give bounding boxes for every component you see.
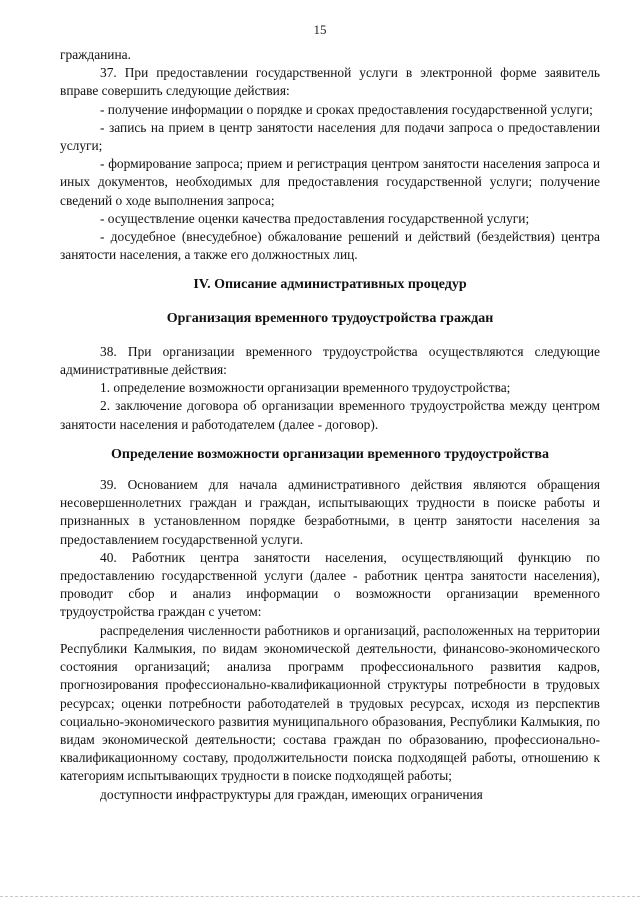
list-item: - досудебное (внесудебное) обжалование решений и действий (бездействия) центра занятости населения, а также его должностных лиц. [60,229,600,263]
paragraph: гражданина. [60,47,131,62]
paragraph: доступности инфраструктуры для граждан, имеющих ограничения [100,786,483,802]
paragraph: 38. При организации временного трудоустройства осуществляются следующие административные действия: [60,343,600,378]
section-heading: IV. Описание административных процедур [193,277,467,293]
list-item: - формирование запроса; прием и регистрация центром занятости населения запроса и иных документов, необходимых для предоставления государственной услуги; получение сведений о ходе выполнения запроса; [60,156,600,208]
list-item: - получение информации о порядке и сроках предоставления государственной услуги; [100,101,593,117]
paragraph: 40. Работник центра занятости населения, осуществляющий функцию по предоставлению государственной услуги (далее - работник центра занятости населения), проводит сбор и анализ информации о возможности организации временного трудоустройства граждан с учетом: [60,549,600,620]
list-item: - осуществление оценки качества предоставления государственной услуги; [100,210,530,226]
subheading: Организация временного трудоустройства граждан [166,310,494,326]
page-bottom-divider [0,896,640,897]
paragraph: распределения численности работников и организаций, расположенных на территории Республики Калмыкия, по видам экономической деятельности, финансово-экономического состояния организаций; анализа программ профессионального развития кадров, прогнозирования профессионально-квалификационной структуры потребности в трудовых ресурсах; оценки потребности работодателей в трудовых ресурсах, исходя из перспектив социально-экономического развития муниципального образования, Республики Калмыкия, по видам экономической деятельности; состава граждан по образованию, профессионально-квалификационному составу, продолжительности поиска подходящей работы, отношению к категориям испытывающих трудности в поиске подходящей работы; [60,622,600,784]
subheading: Определение возможности организации временного трудоустройства [111,446,549,462]
list-item: 1. определение возможности организации временного трудоустройства; [100,380,511,396]
document-body [60,46,600,804]
page-number: 15 [313,22,327,37]
paragraph: 37. При предоставлении государственной услуги в электронной форме заявитель вправе совершить следующие действия: [60,65,600,99]
list-item: - запись на прием в центр занятости населения для подачи запроса о предоставлении услуги; [60,119,600,154]
list-item: 2. заключение договора об организации временного трудоустройства между центром занятости населения и работодателем (далее - договор). [60,398,600,432]
paragraph: 39. Основанием для начала административного действия являются обращения несовершеннолетних граждан и граждан, испытывающих трудности в поиске работы и признанных в установленном порядке безработными, в центр занятости населения за предоставлением государственной услуги. [60,477,600,547]
